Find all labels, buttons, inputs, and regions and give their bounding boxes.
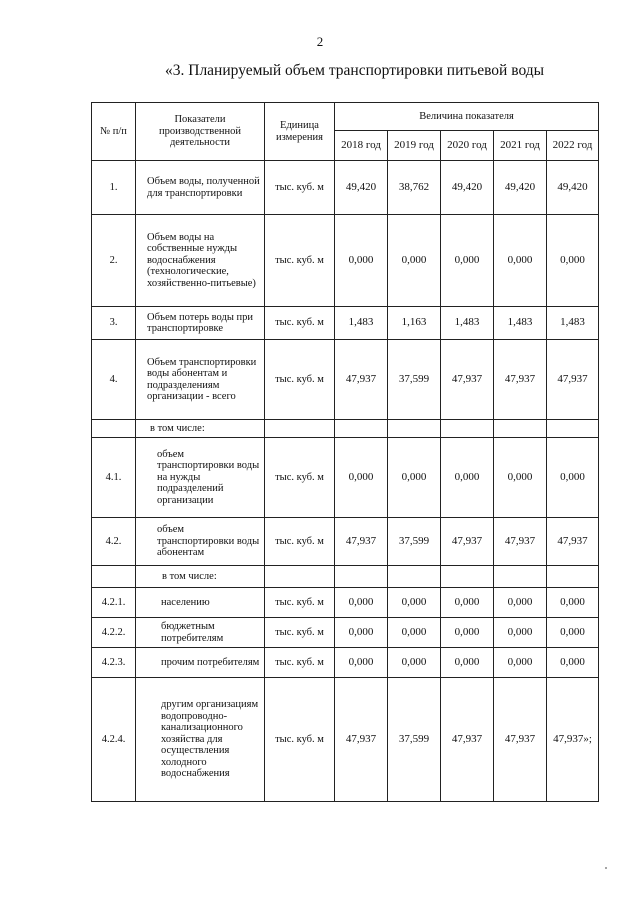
row-value: 0,000	[388, 215, 441, 307]
row-value: 47,937	[494, 518, 547, 566]
row-value: 0,000	[388, 438, 441, 518]
row-unit: тыс. куб. м	[265, 215, 335, 307]
row-value	[388, 420, 441, 438]
page-number: 2	[316, 34, 324, 49]
header-year: 2022 год	[547, 131, 599, 161]
row-value: 0,000	[494, 588, 547, 618]
row-value: 0,000	[441, 648, 494, 678]
row-value: 0,000	[335, 618, 388, 648]
row-value	[547, 566, 599, 588]
row-value: 49,420	[547, 161, 599, 215]
header-year: 2019 год	[388, 131, 441, 161]
row-value: 0,000	[441, 215, 494, 307]
row-num: 2.	[92, 215, 136, 307]
row-value	[441, 420, 494, 438]
row-num	[92, 420, 136, 438]
row-value: 0,000	[388, 618, 441, 648]
row-name: Объем потерь воды при транспортировке	[136, 307, 265, 340]
row-value	[335, 420, 388, 438]
row-value: 49,420	[494, 161, 547, 215]
row-unit: тыс. куб. м	[265, 518, 335, 566]
table-row	[92, 566, 599, 588]
row-value: 1,483	[547, 307, 599, 340]
table-row	[92, 618, 599, 648]
row-value	[388, 566, 441, 588]
table-row	[92, 438, 599, 518]
row-value: 47,937»;	[547, 678, 599, 802]
row-value: 0,000	[441, 438, 494, 518]
row-value: 1,163	[388, 307, 441, 340]
row-value: 0,000	[494, 438, 547, 518]
row-value: 47,937	[335, 340, 388, 420]
row-value: 0,000	[335, 438, 388, 518]
row-unit: тыс. куб. м	[265, 438, 335, 518]
row-value: 0,000	[547, 648, 599, 678]
header-value-group: Величина показателя	[335, 103, 599, 131]
row-num: 4.2.4.	[92, 678, 136, 802]
row-subheading: в том числе:	[136, 420, 265, 438]
row-value: 37,599	[388, 518, 441, 566]
row-num: 4.2.2.	[92, 618, 136, 648]
row-num: 4.2.1.	[92, 588, 136, 618]
row-unit: тыс. куб. м	[265, 678, 335, 802]
row-value: 47,937	[547, 518, 599, 566]
table-row	[92, 678, 599, 802]
row-value: 0,000	[335, 588, 388, 618]
row-value: 1,483	[494, 307, 547, 340]
row-value: 0,000	[547, 618, 599, 648]
row-unit: тыс. куб. м	[265, 588, 335, 618]
water-transport-table	[91, 102, 599, 802]
row-value: 0,000	[547, 588, 599, 618]
row-value: 37,599	[388, 678, 441, 802]
row-value: 0,000	[335, 648, 388, 678]
row-value: 0,000	[388, 588, 441, 618]
row-name: Объем транспортировки воды абонентам и подразделениям организации - всего	[136, 340, 265, 420]
row-num: 1.	[92, 161, 136, 215]
row-subheading: в том числе:	[136, 566, 265, 588]
row-value: 0,000	[547, 438, 599, 518]
row-unit	[265, 420, 335, 438]
table-row	[92, 340, 599, 420]
row-value: 1,483	[441, 307, 494, 340]
row-value: 47,937	[335, 518, 388, 566]
table-row	[92, 588, 599, 618]
row-num	[92, 566, 136, 588]
row-value: 38,762	[388, 161, 441, 215]
row-value: 49,420	[335, 161, 388, 215]
row-num: 3.	[92, 307, 136, 340]
row-unit: тыс. куб. м	[265, 340, 335, 420]
row-num: 4.1.	[92, 438, 136, 518]
row-name: объем транспортировки воды абонентам	[136, 518, 265, 566]
row-value: 0,000	[494, 618, 547, 648]
document-title: «3. Планируемый объем транспортировки питьевой воды	[165, 62, 545, 79]
row-value: 47,937	[494, 678, 547, 802]
row-value: 0,000	[388, 648, 441, 678]
row-name: прочим потребителям	[136, 648, 265, 678]
row-name: Объем воды, полученной для транспортировки	[136, 161, 265, 215]
row-unit: тыс. куб. м	[265, 161, 335, 215]
row-value: 0,000	[335, 215, 388, 307]
table-row	[92, 307, 599, 340]
row-num: 4.	[92, 340, 136, 420]
row-name: населению	[136, 588, 265, 618]
row-value	[494, 566, 547, 588]
table-row	[92, 215, 599, 307]
table-row	[92, 518, 599, 566]
row-value: 37,599	[388, 340, 441, 420]
row-value: 47,937	[441, 340, 494, 420]
row-value	[494, 420, 547, 438]
row-name: бюджетным потребителям	[136, 618, 265, 648]
row-value: 47,937	[441, 518, 494, 566]
row-value	[335, 566, 388, 588]
row-value: 47,937	[494, 340, 547, 420]
header-year: 2020 год	[441, 131, 494, 161]
header-indicator: Показатели производственной деятельности	[136, 103, 265, 161]
header-year: 2021 год	[494, 131, 547, 161]
row-value: 1,483	[335, 307, 388, 340]
row-unit: тыс. куб. м	[265, 648, 335, 678]
row-name: объем транспортировки воды на нужды подразделений организации	[136, 438, 265, 518]
row-value: 47,937	[441, 678, 494, 802]
row-value	[441, 566, 494, 588]
row-num: 4.2.3.	[92, 648, 136, 678]
row-num: 4.2.	[92, 518, 136, 566]
header-unit: Единица измерения	[265, 103, 335, 161]
table-row	[92, 648, 599, 678]
row-name: Объем воды на собственные нужды водоснабжения (технологические, хозяйственно-питьевые)	[136, 215, 265, 307]
row-value	[547, 420, 599, 438]
row-unit: тыс. куб. м	[265, 618, 335, 648]
row-name: другим организациям водопроводно-канализационного хозяйства для осуществления холодного водоснабжения	[136, 678, 265, 802]
table-row	[92, 420, 599, 438]
header-year: 2018 год	[335, 131, 388, 161]
row-value: 0,000	[547, 215, 599, 307]
header-num: № п/п	[92, 103, 136, 161]
scan-speck	[605, 867, 607, 869]
row-value: 49,420	[441, 161, 494, 215]
row-value: 47,937	[335, 678, 388, 802]
row-unit	[265, 566, 335, 588]
row-value: 0,000	[494, 215, 547, 307]
row-value: 47,937	[547, 340, 599, 420]
row-value: 0,000	[494, 648, 547, 678]
table-row	[92, 161, 599, 215]
row-value: 0,000	[441, 618, 494, 648]
row-value: 0,000	[441, 588, 494, 618]
row-unit: тыс. куб. м	[265, 307, 335, 340]
